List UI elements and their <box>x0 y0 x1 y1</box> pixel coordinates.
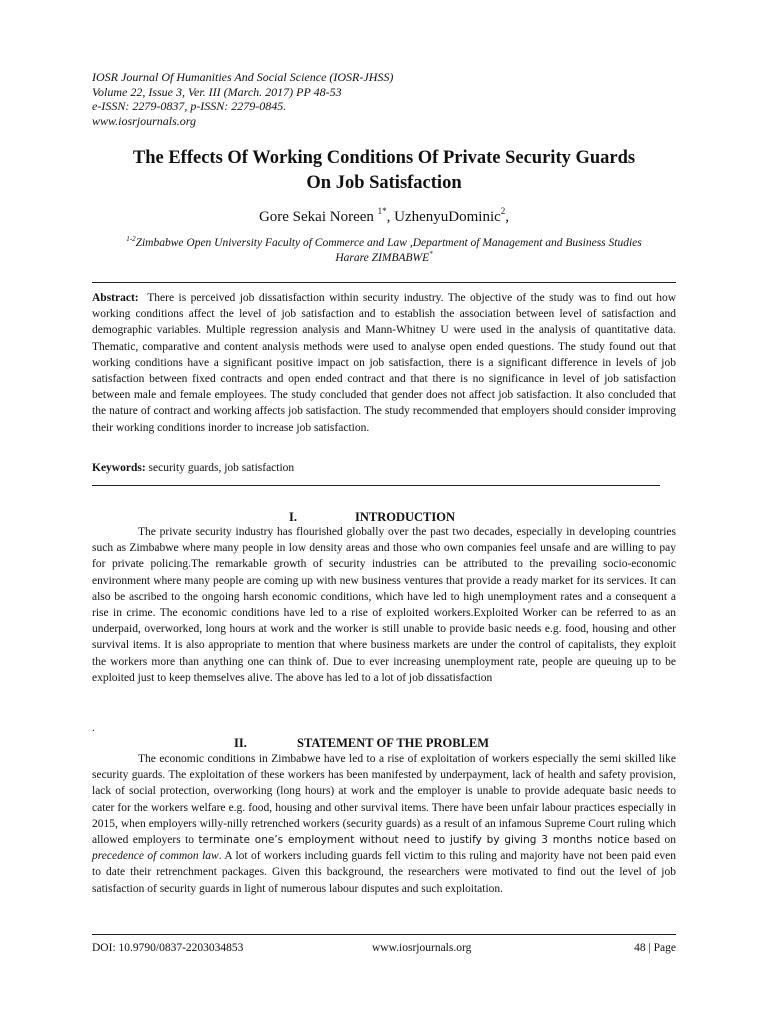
journal-issn: e-ISSN: 2279-0837, p-ISSN: 2279-0845. <box>92 99 287 113</box>
section-number: I. <box>289 510 297 524</box>
author-1-name: Gore Sekai Noreen <box>258 209 378 225</box>
abstract <box>92 290 676 436</box>
author-2-name: UzhenyuDominic <box>394 209 501 225</box>
affiliation-line-1: Zimbabwe Open University Faculty of Commerce and Law ,Department of Management and Business Studies <box>135 237 642 249</box>
problem-text-part-2: based on <box>629 834 677 847</box>
affiliation <box>92 236 676 266</box>
problem-text-part-1: The economic conditions in Zimbabwe have led to a rise of exploitation of workers especially the semi skilled like security guards. The exploitation of these workers has been manifested by underpayment, lack of health and safety provision, lack of social protection, overworking (long hours) at work and the employer is unable to provide adequate basic needs to cater for the workers welfare e.g. food, housing and other survival items. There have been unfair labour practices especially in 2015, when employers willy-nilly retrenched workers (security guards) as a result of an infamous Supreme Court ruling which allowed employers to <box>92 753 676 847</box>
keywords-label: Keywords: <box>92 462 146 474</box>
title-line-2: On Job Satisfaction <box>306 173 462 193</box>
paper-title <box>60 146 708 196</box>
affiliation-line-2: Harare ZIMBABWE <box>335 252 430 264</box>
section-title: INTRODUCTION <box>355 510 456 524</box>
divider-keywords <box>92 485 660 486</box>
title-line-1: The Effects Of Working Conditions Of Private Security Guards <box>132 148 636 168</box>
author-separator: , <box>386 209 395 225</box>
author-list <box>60 208 708 226</box>
keywords <box>92 460 676 476</box>
abstract-text: There is perceived job dissatisfaction within security industry. The objective of the study was to find out how working conditions affect the level of job satisfaction and to establish the association between level of satisfaction and demographic variables. Multiple regression analysis and Mann-Whitney U were used in the analysis of quantitative data. Thematic, comparative and content analysis methods were used to analyse open ended questions. The study found out that working conditions have a significant positive impact on job satisfaction, there is a significant difference in levels of job satisfaction between fixed contracts and open ended contract and that there is no significance in level of job satisfaction between male and female employees. The study concluded that gender does not affect job satisfaction. It also concluded that the nature of contract and working affects job satisfaction. The study recommended that employers should consider improving their working conditions inorder to increase job satisfaction. <box>92 292 676 434</box>
footer-doi: DOI: 10.9790/0837-2203034853 <box>92 942 244 954</box>
footer-page-number: 48 | Page <box>634 942 676 954</box>
journal-header <box>92 70 692 128</box>
affiliation-line-2-mark: * <box>429 250 433 258</box>
footer-website[interactable]: www.iosrjournals.org <box>372 942 472 954</box>
author-2-affiliation-mark: 2 <box>500 206 506 216</box>
problem-text-alt-font: terminate one’s employment without need to justify by giving 3 months notice <box>198 834 630 847</box>
problem-text-part-3: . A lot of workers including guards fell victim to this ruling and majority have not been paid even to date their retrenchment packages. Given this background, the researchers were motivated to find out the level of job satisfaction of security guards in light of numerous labour disputes and such exploitation. <box>92 850 676 895</box>
journal-name: IOSR Journal Of Humanities And Social Science (IOSR-JHSS) <box>92 70 394 84</box>
stray-period: . <box>92 722 95 734</box>
author-1-affiliation-mark: 1* <box>377 206 387 216</box>
problem-statement-paragraph <box>92 751 676 897</box>
affiliation-mark: 1-2 <box>126 235 136 243</box>
author-list-trailing: , <box>505 209 510 225</box>
journal-volume: Volume 22, Issue 3, Ver. III (March. 2017) PP 48-53 <box>92 84 342 99</box>
divider-top <box>92 282 676 283</box>
section-title: STATEMENT OF THE PROBLEM <box>297 736 490 750</box>
section-number: II. <box>234 736 247 750</box>
introduction-paragraph: The private security industry has flourished globally over the past two decades, especially in developing countries such as Zimbabwe where many people in low density areas and those who own companies feel unsafe and are willing to pay for private policing.The remarkable growth of security industries can be attributed to the prevailing socio-economic environment where many people are coming up with new business ventures that provide a ready market for its services. It can also be ascribed to the ongoing harsh economic conditions, which have led to high unemployment rates and a consequent a rise in crime. The economic conditions have led to a rise of exploited workers.Exploited Worker can be referred to as an underpaid, overworked, long hours at work and the worker is still unable to provide basic needs e.g. food, housing and other survival items. It is also appropriate to mention that where business markets are under the control of capitalists, they exploit the workers more than anything one can think of. Due to ever increasing unemployment rate, people are queuing up to be exploited just to keep themselves alive. The above has led to a lot of job dissatisfaction <box>92 526 676 684</box>
journal-website[interactable]: www.iosrjournals.org <box>92 113 197 128</box>
abstract-label: Abstract: <box>92 292 139 304</box>
problem-text-italic: precedence of common law <box>92 850 219 863</box>
page-footer <box>92 940 676 956</box>
divider-footer <box>92 934 676 935</box>
keywords-text: security guards, job satisfaction <box>148 462 295 474</box>
